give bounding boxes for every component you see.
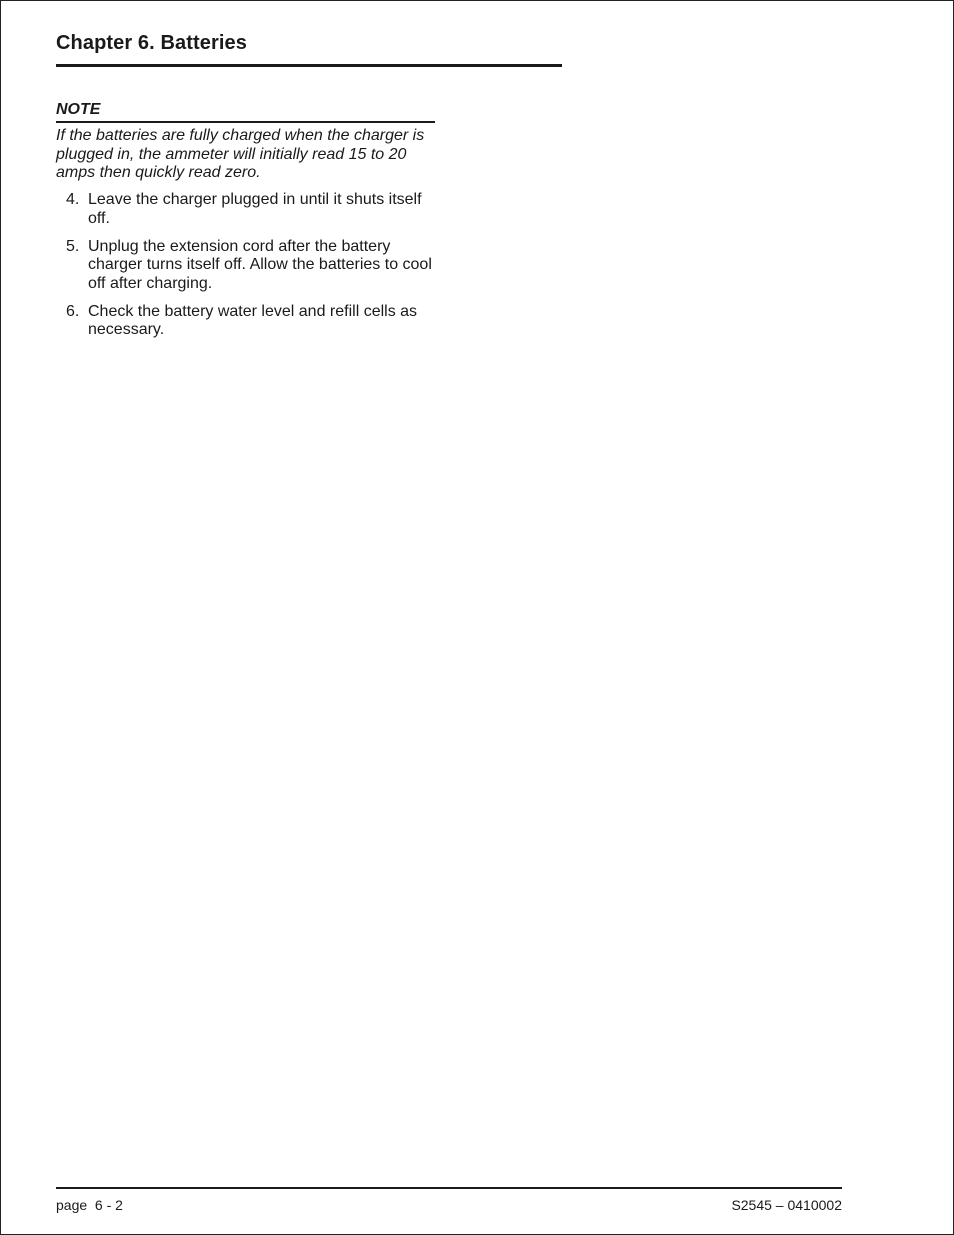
step-number: 6. — [66, 302, 80, 320]
footer-rule — [56, 1187, 842, 1189]
step-text: Check the battery water level and refill cells as necessary. — [88, 302, 418, 338]
step-text: Leave the charger plugged in until it shuts itself off. — [88, 191, 422, 227]
page-number: page 6 - 2 — [56, 1197, 123, 1213]
step-text: Unplug the extension cord after the battery charger turns itself off. Allow the batteries to cool off after charging. — [88, 237, 432, 292]
note-text: If the batteries are fully charged when the charger is plugged in, the ammeter will initially read 15 to 20 amps then quickly read zero. — [56, 127, 425, 181]
note-heading: NOTE — [56, 101, 101, 118]
step-item — [56, 303, 436, 340]
step-item — [56, 191, 436, 228]
steps-list — [56, 191, 436, 349]
chapter-title: Chapter 6. Batteries — [56, 32, 247, 54]
chapter-title-rule — [56, 64, 562, 67]
step-number: 4. — [66, 191, 80, 208]
step-item — [56, 238, 436, 294]
step-number: 5. — [66, 237, 80, 255]
note-heading-rule — [56, 121, 435, 123]
document-id: S2545 – 0410002 — [731, 1197, 842, 1213]
